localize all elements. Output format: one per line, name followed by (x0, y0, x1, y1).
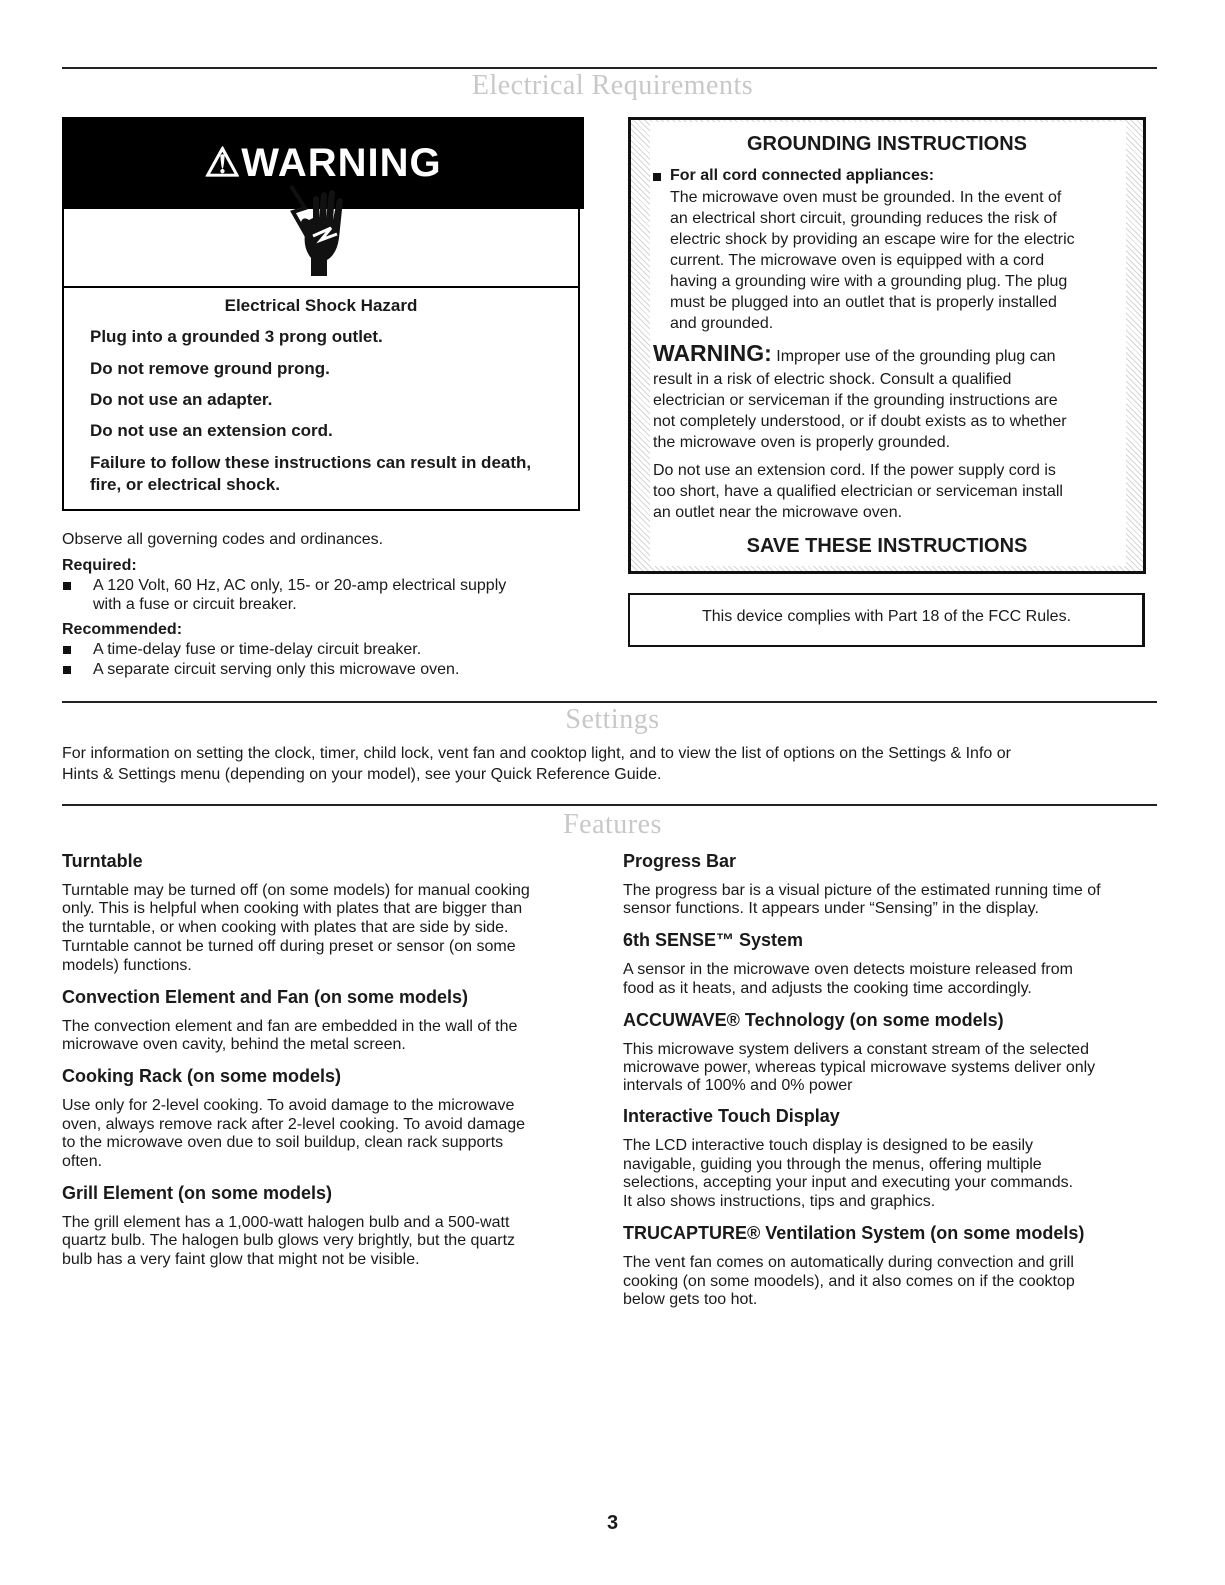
required-item: A 120 Volt, 60 Hz, AC only, 15- or 20-amp electrical supply (93, 577, 507, 594)
grounding-warning-rest: Improper use of the grounding plug can (771, 348, 1056, 365)
required-label: Required: (62, 557, 137, 574)
feature-text-line: The progress bar is a visual picture of the estimated running time of (623, 882, 1101, 899)
grounding-para1-line: The microwave oven must be grounded. In the event of (670, 189, 1062, 206)
top-rule (62, 67, 1157, 69)
grounding-para1-line: must be plugged into an outlet that is properly installed (670, 294, 1057, 311)
features-rule (62, 804, 1157, 806)
feature-text-line: The vent fan comes on automatically during convection and grill (623, 1254, 1074, 1271)
warning-line: Failure to follow these instructions can result in death, (90, 453, 532, 472)
feature-text-line: below gets too hot. (623, 1291, 758, 1308)
feature-text-line: microwave power, whereas typical microwave systems deliver only (623, 1059, 1096, 1076)
recommended-item: A time-delay fuse or time-delay circuit breaker. (93, 641, 422, 658)
feature-text-line: The LCD interactive touch display is designed to be easily (623, 1137, 1033, 1154)
section-title-electrical: Electrical Requirements (471, 70, 754, 101)
feature-text-line: bulb has a very faint glow that might not be visible. (62, 1251, 420, 1268)
settings-text-line: Hints & Settings menu (depending on your model), see your Quick Reference Guide. (62, 766, 662, 783)
feature-heading-turntable: Turntable (62, 851, 143, 871)
feature-text-line: oven, always remove rack after 2-level cooking. To avoid damage (62, 1116, 526, 1133)
grounding-para2-line: not completely understood, or if doubt exists as to whether (653, 413, 1067, 430)
settings-rule (62, 701, 1157, 703)
save-instructions: SAVE THESE INSTRUCTIONS (746, 535, 1028, 557)
feature-heading-touch-display: Interactive Touch Display (623, 1106, 840, 1126)
warning-line: Plug into a grounded 3 prong outlet. (90, 327, 383, 346)
grounding-title: GROUNDING INSTRUCTIONS (747, 133, 1027, 155)
feature-heading-accuwave: ACCUWAVE® Technology (on some models) (623, 1010, 1004, 1030)
feature-text-line: Use only for 2-level cooking. To avoid damage to the microwave (62, 1097, 515, 1114)
grounding-para1-line: having a grounding wire with a grounding plug. The plug (670, 273, 1068, 290)
feature-text-line: food as it heats, and adjusts the cooking time accordingly. (623, 980, 1032, 997)
warning-line: Do not use an extension cord. (90, 421, 333, 440)
square-bullet-icon (63, 666, 71, 674)
grounding-para3-line: an outlet near the microwave oven. (653, 504, 903, 521)
electric-shock-hand-icon (283, 178, 363, 278)
feature-text-line: the turntable, or when cooking with plates that are side by side. (62, 919, 509, 936)
warning-title: ⚠WARNING (204, 141, 442, 185)
recommended-label: Recommended: (62, 621, 183, 638)
grounding-warning-word: WARNING: (653, 340, 772, 366)
observe-text: Observe all governing codes and ordinances. (62, 531, 384, 548)
warning-line: fire, or electrical shock. (90, 475, 280, 494)
feature-text-line: only. This is helpful when cooking with plates that are bigger than (62, 900, 523, 917)
grounding-para2-line: result in a risk of electric shock. Consult a qualified (653, 371, 1012, 388)
feature-text-line: The convection element and fan are embedded in the wall of the (62, 1018, 518, 1035)
feature-heading-6th-sense: 6th SENSE™ System (623, 930, 804, 950)
settings-text-line: For information on setting the clock, timer, child lock, vent fan and cooktop light, and to view the list of options on the Settings & Info or (62, 745, 1011, 762)
feature-text-line: Turntable may be turned off (on some models) for manual cooking (62, 882, 530, 899)
feature-text-line: often. (62, 1153, 103, 1170)
feature-text-line: to the microwave oven due to soil buildup, clean rack supports (62, 1134, 504, 1151)
feature-text-line: The grill element has a 1,000-watt halogen bulb and a 500-watt (62, 1214, 510, 1231)
feature-heading-progress-bar: Progress Bar (623, 851, 737, 871)
feature-text-line: microwave oven cavity, behind the metal screen. (62, 1036, 406, 1053)
feature-heading-cooking-rack: Cooking Rack (on some models) (62, 1066, 342, 1086)
page-number: 3 (606, 1512, 619, 1534)
feature-heading-grill: Grill Element (on some models) (62, 1183, 333, 1203)
warning-hazard-heading: Electrical Shock Hazard (224, 296, 418, 315)
grounding-subheading: For all cord connected appliances: (670, 167, 935, 184)
grounding-warning-line (653, 340, 1056, 367)
required-item: with a fuse or circuit breaker. (93, 596, 297, 613)
feature-text-line: intervals of 100% and 0% power (623, 1077, 853, 1094)
feature-text-line: quartz bulb. The halogen bulb glows very brightly, but the quartz (62, 1232, 516, 1249)
warning-line: Do not remove ground prong. (90, 359, 330, 378)
feature-text-line: cooking (on some moodels), and it also comes on if the cooktop (623, 1273, 1075, 1290)
warning-divider (62, 286, 580, 288)
grounding-para1-line: current. The microwave oven is equipped with a cord (670, 252, 1045, 269)
grounding-para3-line: Do not use an extension cord. If the power supply cord is (653, 462, 1056, 479)
feature-text-line: A sensor in the microwave oven detects moisture released from (623, 961, 1073, 978)
square-bullet-icon (63, 582, 71, 590)
grounding-para1-line: an electrical short circuit, grounding reduces the risk of (670, 210, 1057, 227)
feature-text-line: selections, accepting your input and executing your commands. (623, 1174, 1074, 1191)
section-title-features: Features (563, 809, 662, 840)
grounding-para1-line: electric shock by providing an escape wire for the electric (670, 231, 1075, 248)
grounding-para1-line: and grounded. (670, 315, 774, 332)
square-bullet-icon (63, 646, 71, 654)
grounding-para2-line: the microwave oven is properly grounded. (653, 434, 951, 451)
feature-heading-convection: Convection Element and Fan (on some models) (62, 987, 469, 1007)
grounding-para2-line: electrician or serviceman if the grounding instructions are (653, 392, 1058, 409)
grounding-para3-line: too short, have a qualified electrician or serviceman install (653, 483, 1063, 500)
recommended-item: A separate circuit serving only this microwave oven. (93, 661, 460, 678)
feature-text-line: models) functions. (62, 957, 192, 974)
feature-text-line: navigable, guiding you through the menus, offering multiple (623, 1156, 1042, 1173)
warning-line: Do not use an adapter. (90, 390, 273, 409)
section-title-settings: Settings (565, 704, 660, 735)
feature-text-line: Turntable cannot be turned off during preset or sensor (on some (62, 938, 516, 955)
feature-text-line: This microwave system delivers a constant stream of the selected (623, 1041, 1089, 1058)
feature-text-line: It also shows instructions, tips and graphics. (623, 1193, 936, 1210)
feature-heading-trucapture: TRUCAPTURE® Ventilation System (on some models) (623, 1223, 1085, 1243)
feature-text-line: sensor functions. It appears under “Sensing” in the display. (623, 900, 1039, 917)
fcc-text: This device complies with Part 18 of the FCC Rules. (701, 608, 1072, 625)
square-bullet-icon (653, 173, 661, 181)
